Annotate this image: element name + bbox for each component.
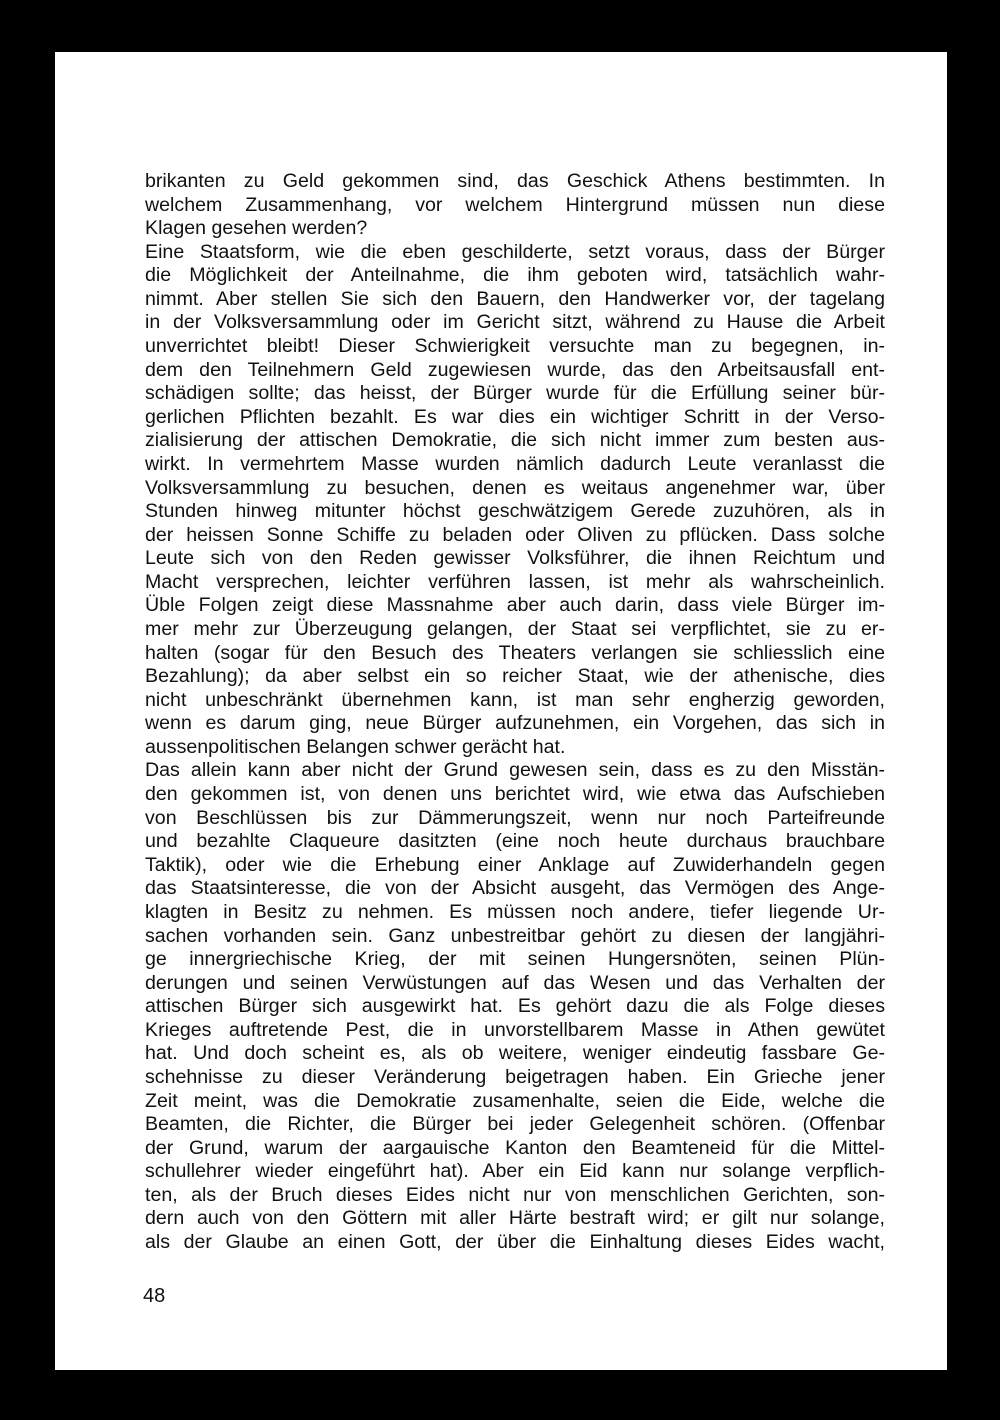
- text-line: hat. Und doch scheint es, als ob weitere, weniger eindeutig fassbare Ge-: [145, 1042, 885, 1065]
- text-line: welchem Zusammenhang, vor welchem Hintergrund müssen nun diese: [145, 193, 885, 216]
- text-line: Klagen gesehen werden?: [145, 217, 368, 240]
- text-line: brikanten zu Geld gekommen sind, das Geschick Athens bestimmten. In: [145, 170, 885, 192]
- text-line: dern auch von den Göttern mit aller Härte bestraft wird; er gilt nur solange,: [145, 1207, 885, 1230]
- text-line: Macht versprechen, leichter verführen lassen, ist mehr als wahrscheinlich.: [145, 570, 885, 593]
- text-line: und bezahlte Claqueure dasitzten (eine noch heute durchaus brauchbare: [145, 830, 885, 853]
- text-line: unverrichtet bleibt! Dieser Schwierigkeit versuchte man zu begegnen, in-: [145, 335, 885, 358]
- text-line: Volksversammlung zu besuchen, denen es weitaus angenehmer war, über: [145, 476, 885, 499]
- text-line: dem den Teilnehmern Geld zugewiesen wurde, das den Arbeitsausfall ent-: [145, 358, 885, 381]
- page-number: 48: [143, 1285, 166, 1307]
- text-line: Beamten, die Richter, die Bürger bei jeder Gelegenheit schören. (Offenbar: [145, 1113, 885, 1136]
- text-line: in der Volksversammlung oder im Gericht sitzt, während zu Hause die Arbeit: [145, 311, 885, 334]
- text-line: nicht unbeschränkt übernehmen kann, ist man sehr engherzig geworden,: [145, 688, 885, 711]
- text-line: klagten in Besitz zu nehmen. Es müssen noch andere, tiefer liegende Ur-: [145, 900, 885, 923]
- text-line: von Beschlüssen bis zur Dämmerungszeit, wenn nur noch Parteifreunde: [145, 806, 885, 829]
- text-line: ten, als der Bruch dieses Eides nicht nur von menschlichen Gerichten, son-: [145, 1183, 885, 1206]
- text-line: Das allein kann aber nicht der Grund gewesen sein, dass es zu den Misstän-: [145, 759, 885, 782]
- text-line: die Möglichkeit der Anteilnahme, die ihm geboten wird, tatsächlich wahr-: [145, 264, 885, 287]
- text-line: der heissen Sonne Schiffe zu beladen oder Oliven zu pflücken. Dass solche: [145, 523, 885, 546]
- text-line: schullehrer wieder eingeführt hat). Aber ein Eid kann nur solange verpflich-: [145, 1160, 885, 1183]
- text-line: Taktik), oder wie die Erhebung einer Anklage auf Zuwiderhandeln gegen: [145, 853, 885, 876]
- text-line: Zeit meint, was die Demokratie zusamenhalte, seien die Eide, welche die: [145, 1089, 885, 1112]
- text-line: halten (sogar für den Besuch des Theaters verlangen sie schliesslich eine: [145, 641, 885, 664]
- text-line: Üble Folgen zeigt diese Massnahme aber auch darin, dass viele Bürger im-: [145, 594, 885, 617]
- text-line: wenn es darum ging, neue Bürger aufzunehmen, ein Vorgehen, das sich in: [145, 712, 885, 735]
- text-line: der Grund, warum der aargauische Kanton den Beamteneid für die Mittel-: [145, 1136, 885, 1159]
- text-line: sachen vorhanden sein. Ganz unbestreitbar gehört zu diesen der langjähri-: [145, 924, 885, 947]
- text-line: schädigen sollte; das heisst, der Bürger wurde für die Erfüllung seiner bür-: [145, 382, 885, 405]
- body-text: [145, 170, 885, 1255]
- text-line: derungen und seinen Verwüstungen auf das Wesen und das Verhalten der: [145, 971, 885, 994]
- text-line: zialisierung der attischen Demokratie, die sich nicht immer zum besten aus-: [145, 429, 885, 452]
- text-line: das Staatsinteresse, die von der Absicht ausgeht, das Vermögen des Ange-: [145, 877, 885, 900]
- text-line: schehnisse zu dieser Veränderung beigetragen haben. Ein Grieche jener: [145, 1065, 885, 1088]
- text-line: attischen Bürger sich ausgewirkt hat. Es gehört dazu die als Folge dieses: [145, 995, 885, 1018]
- text-line: Bezahlung); da aber selbst ein so reicher Staat, wie der athenische, dies: [145, 665, 885, 688]
- text-line: als der Glaube an einen Gott, der über die Einhaltung dieses Eides wacht,: [145, 1231, 885, 1254]
- text-line: Krieges auftretende Pest, die in unvorstellbarem Masse in Athen gewütet: [145, 1018, 885, 1041]
- book-page: [55, 52, 947, 1370]
- text-line: nimmt. Aber stellen Sie sich den Bauern, den Handwerker vor, der tagelang: [145, 287, 885, 310]
- text-line: mer mehr zur Überzeugung gelangen, der Staat sei verpflichtet, sie zu er-: [145, 617, 885, 640]
- text-line: ge innergriechische Krieg, der mit seinen Hungersnöten, seinen Plün-: [145, 948, 885, 971]
- text-line: Eine Staatsform, wie die eben geschilderte, setzt voraus, dass der Bürger: [145, 240, 885, 263]
- text-line: wirkt. In vermehrtem Masse wurden nämlich dadurch Leute veranlasst die: [145, 452, 885, 475]
- text-line: Stunden hinweg mitunter höchst geschwätzigem Gerede zuzuhören, als in: [145, 500, 885, 523]
- text-line: den gekommen ist, von denen uns berichtet wird, wie etwa das Aufschieben: [145, 783, 885, 806]
- text-line: aussenpolitischen Belangen schwer gerächt hat.: [145, 735, 566, 758]
- text-line: gerlichen Pflichten bezahlt. Es war dies ein wichtiger Schritt in der Verso-: [145, 405, 885, 428]
- text-line: Leute sich von den Reden gewisser Volksführer, die ihnen Reichtum und: [145, 547, 885, 570]
